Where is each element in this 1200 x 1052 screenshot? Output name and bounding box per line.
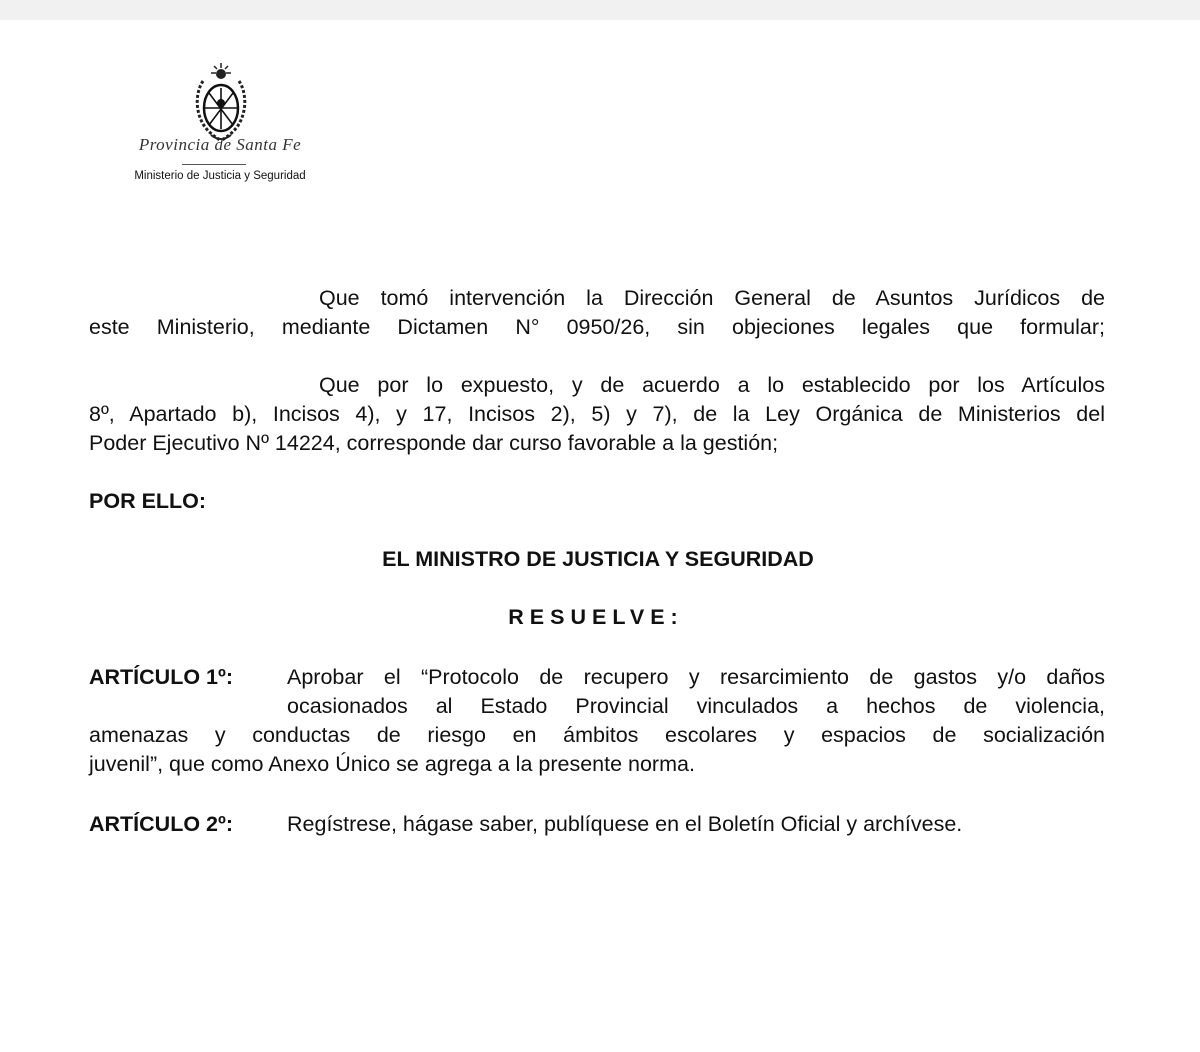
ministry-name: Ministerio de Justicia y Seguridad bbox=[134, 170, 306, 182]
paragraph-1-line-1-text: Que tomó intervención la Dirección General de Asuntos Jurídicos de bbox=[319, 286, 1105, 310]
viewer-top-bar bbox=[0, 0, 1200, 20]
article-2-text: Regístrese, hágase saber, publíquese en el Boletín Oficial y archívese. bbox=[287, 812, 963, 836]
article-2-label: ARTÍCULO 2º: bbox=[89, 812, 234, 836]
article-1-line-1: Aprobar el “Protocolo de recupero y resarcimiento de gastos y/o daños bbox=[287, 665, 1105, 689]
article-1-line-3: amenazas y conductas de riesgo en ámbitos escolares y espacios de socialización bbox=[89, 723, 1105, 747]
article-1-line-2: ocasionados al Estado Provincial vinculados a hechos de violencia, bbox=[287, 694, 1105, 718]
header-divider bbox=[182, 164, 246, 165]
paragraph-2-line-3: Poder Ejecutivo Nº 14224, corresponde dar curso favorable a la gestión; bbox=[89, 431, 779, 455]
province-name: Provincia de Santa Fe bbox=[138, 135, 302, 154]
paragraph-2-line-1: Que por lo expuesto, y de acuerdo a lo establecido por los Artículos bbox=[319, 373, 1105, 397]
paragraph-1-line-2: este Ministerio, mediante Dictamen N° 0950/26, sin objeciones legales que formular; bbox=[89, 315, 1105, 339]
minister-heading: EL MINISTRO DE JUSTICIA Y SEGURIDAD bbox=[382, 547, 814, 571]
paragraph-1-line-1 bbox=[319, 284, 1105, 313]
article-1-label: ARTÍCULO 1º: bbox=[89, 665, 234, 689]
paragraph-2-line-2: 8º, Apartado b), Incisos 4), y 17, Incisos 2), 5) y 7), de la Ley Orgánica de Ministerios del bbox=[89, 402, 1105, 426]
por-ello-heading: POR ELLO: bbox=[89, 489, 207, 513]
article-1-line-4: juvenil”, que como Anexo Único se agrega a la presente norma. bbox=[89, 752, 695, 776]
resuelve-heading: RESUELVE: bbox=[508, 605, 684, 629]
